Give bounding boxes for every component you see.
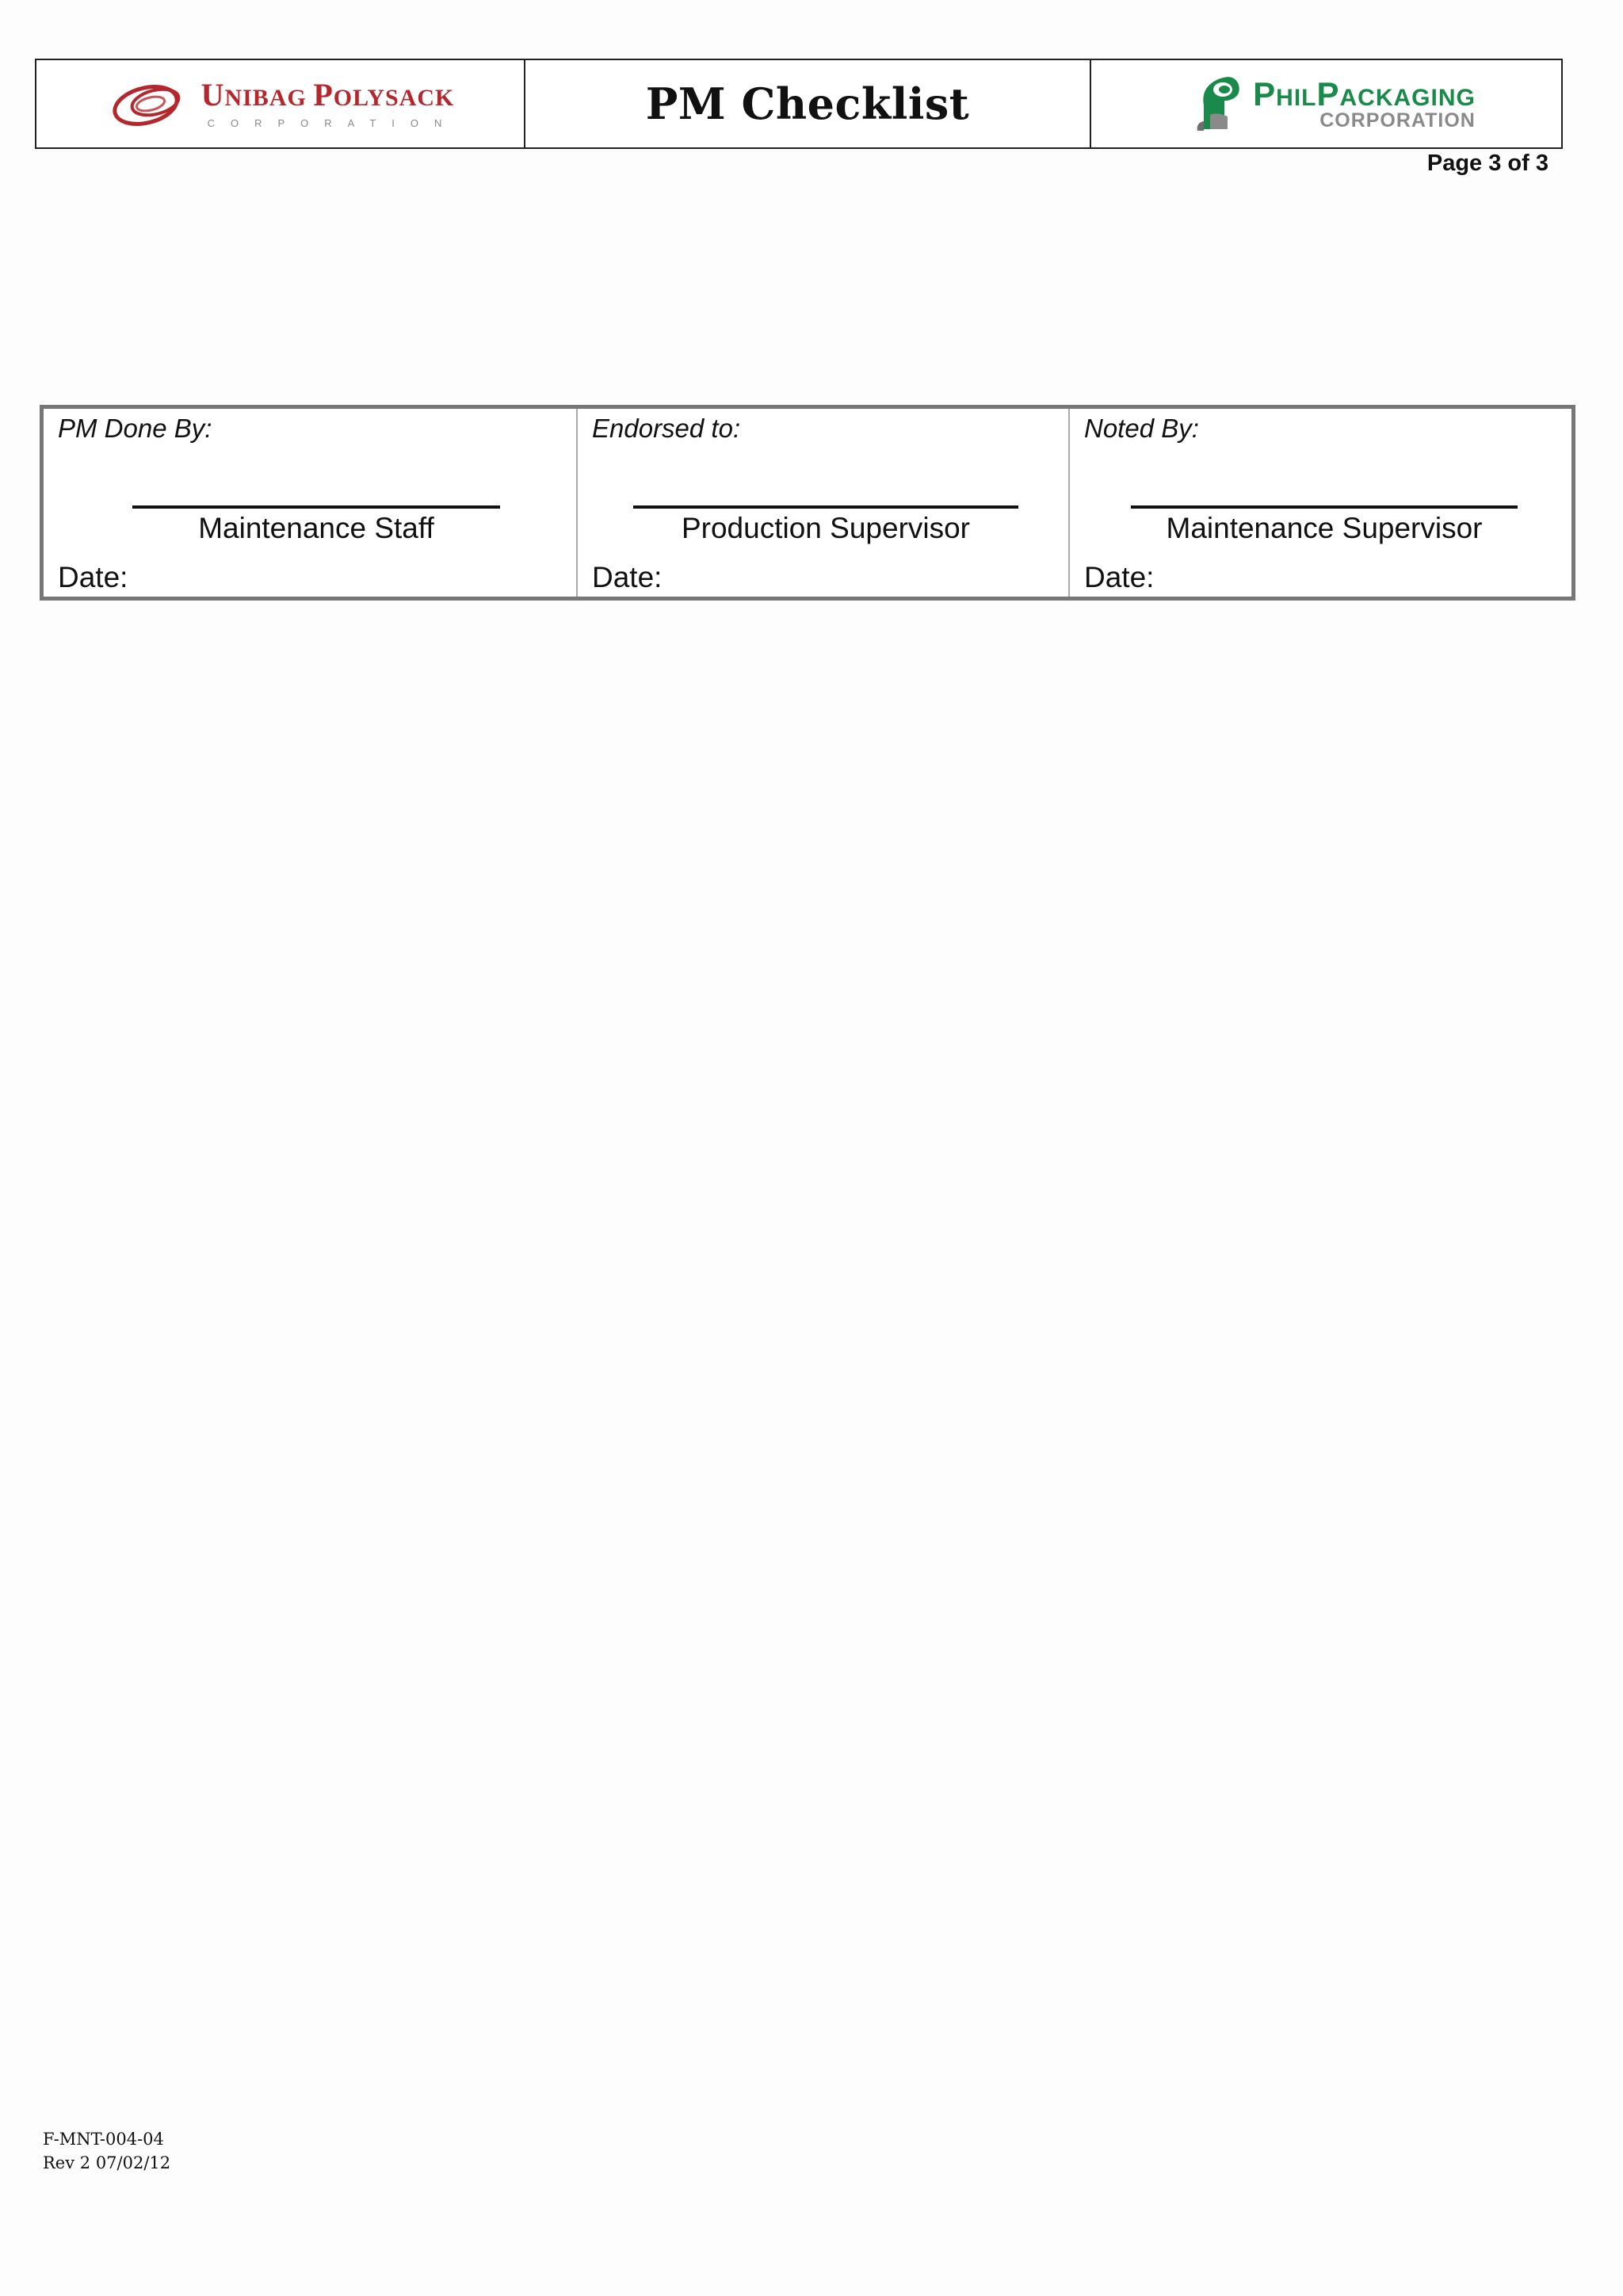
- header-title-cell: [525, 60, 1091, 147]
- date-label: Date:: [1084, 561, 1155, 593]
- signature-table: [40, 405, 1575, 601]
- signature-role: Maintenance Staff: [198, 512, 434, 544]
- date-label: Date:: [592, 561, 663, 593]
- interlocking-rings-icon: [111, 79, 193, 128]
- signature-line[interactable]: [633, 505, 1018, 509]
- signature-line[interactable]: [1131, 505, 1518, 509]
- document-footer: [43, 2127, 170, 2175]
- document-title: PM Checklist: [645, 78, 970, 129]
- signature-role: Maintenance Supervisor: [1166, 512, 1483, 544]
- philpackaging-wordmark: PHILPACKAGING: [1253, 74, 1476, 113]
- signature-cell-noted-by: [1068, 409, 1571, 597]
- leaf-person-icon: [1193, 74, 1243, 134]
- signature-cell-pm-done-by: [44, 409, 576, 597]
- document-header: [35, 59, 1563, 149]
- date-label: Date:: [58, 561, 128, 593]
- unibag-polysack-wordmark: UNIBAG POLYSACK: [200, 76, 455, 113]
- signature-line[interactable]: [132, 505, 500, 509]
- page-number: Page 3 of 3: [1426, 151, 1549, 176]
- unibag-polysack-logo: [111, 76, 458, 129]
- signature-label: Endorsed to:: [592, 414, 741, 443]
- header-right-logo-cell: [1091, 60, 1561, 147]
- header-left-logo-cell: [36, 60, 525, 147]
- signature-label: Noted By:: [1084, 414, 1199, 443]
- signature-role: Production Supervisor: [681, 512, 971, 544]
- form-code: F-MNT-004-04: [43, 2130, 164, 2149]
- philpackaging-corporation-subtitle: CORPORATION: [1319, 109, 1476, 132]
- signature-label: PM Done By:: [58, 414, 212, 443]
- philpackaging-logo: [1193, 74, 1476, 134]
- unibag-corporation-subtitle: CORPORATION: [207, 116, 458, 129]
- revision-info: Rev 2 07/02/12: [43, 2153, 171, 2172]
- signature-cell-endorsed-to: [576, 409, 1068, 597]
